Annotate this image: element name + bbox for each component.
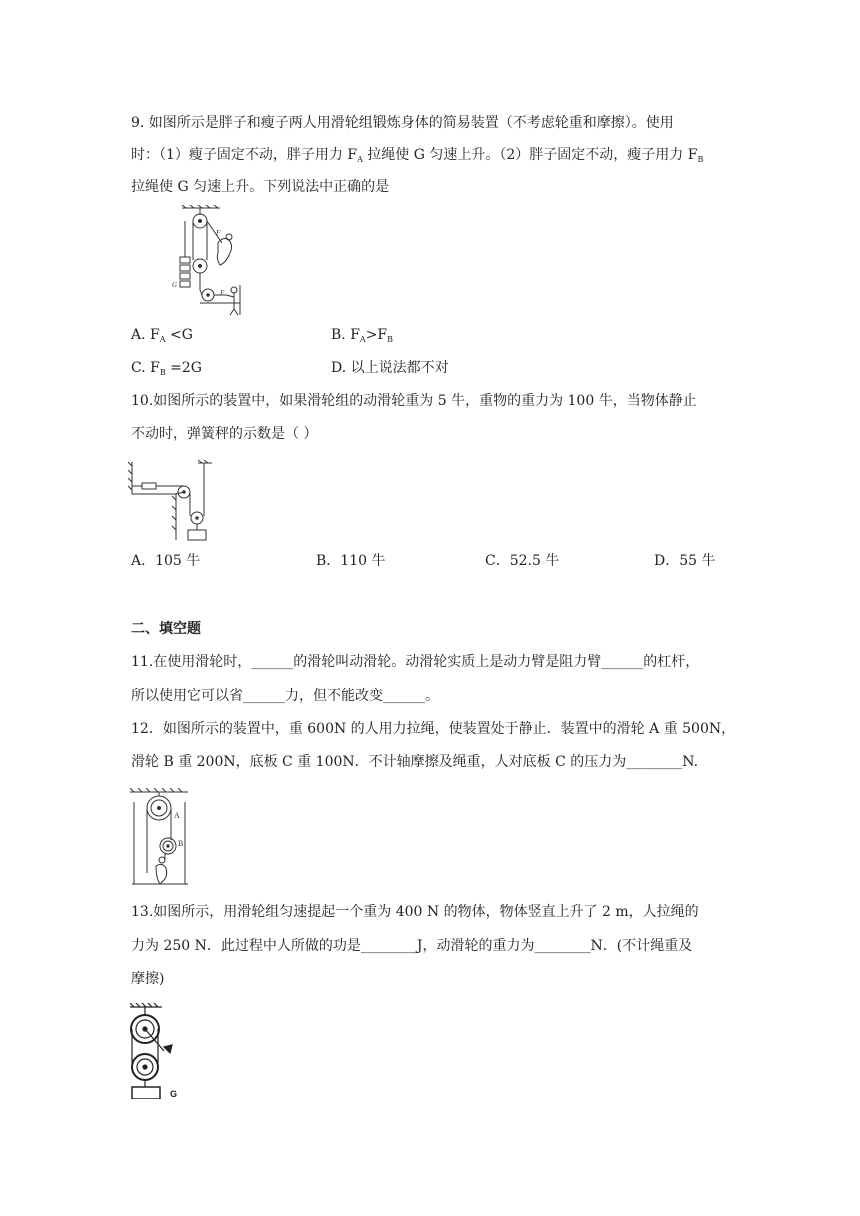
- q12-line-2: 滑轮 B 重 200N，底板 C 重 100N．不计轴摩擦及绳重，人对底板 C 的压力为________N.: [131, 754, 699, 770]
- q10-option-d: D．55 牛: [654, 553, 716, 569]
- q9-line-2-part-b: 拉绳使 G 匀速上升。（2）胖子固定不动，瘦子用力 F: [362, 147, 698, 163]
- sub-a: A: [357, 155, 363, 164]
- q12-line-1: 12．如图所示的装置中，重 600N 的人用力拉绳，使装置处于静止．装置中的滑轮 A 重 500N，: [131, 721, 736, 737]
- q9-pulley-figure: [160, 205, 248, 317]
- fig-label-fa: F: [216, 229, 221, 237]
- q9-option-b: [331, 325, 393, 350]
- q9-option-c-sub: B: [159, 368, 166, 377]
- q9-option-d: D. 以上说法都不对: [331, 360, 449, 376]
- q11-line-2: 所以使用它可以省______力，但不能改变______。: [131, 688, 439, 704]
- fig-label-fb: F: [220, 289, 225, 297]
- q9-option-b-sub-2: B: [387, 335, 394, 344]
- q9-option-c: [131, 358, 202, 383]
- q9-line-2-part-a: 时：（1）瘦子固定不动，胖子用力 F: [131, 147, 358, 163]
- q9-line-3: 拉绳使 G 匀速上升。下列说法中正确的是: [131, 179, 390, 195]
- fig-label-g: G: [170, 1089, 178, 1099]
- q9-option-b-pre: B. F: [331, 327, 360, 343]
- q9-line-1: 9. 如图所示是胖子和瘦子两人用滑轮组锻炼身体的简易装置（不考虑轮重和摩擦）。使用: [131, 115, 674, 131]
- q9-option-c-post: =2G: [165, 360, 202, 376]
- q13-line-3: 摩擦): [131, 971, 165, 987]
- fig-label-g: G: [172, 281, 178, 289]
- fig-label-a: A: [174, 811, 180, 820]
- section-title: 二、填空题: [131, 621, 201, 637]
- sub-b: B: [697, 155, 704, 164]
- q9-option-a: [131, 325, 193, 350]
- q13-line-2: 力为 250 N．此过程中人所做的功是________J，动滑轮的重力为________N．(不计绳重及: [131, 938, 693, 954]
- q9-option-c-pre: C. F: [131, 360, 160, 376]
- q9-option-b-mid: >F: [365, 327, 388, 343]
- q10-option-a: A．105 牛: [131, 553, 201, 569]
- q10-option-c: C．52.5 牛: [485, 553, 560, 569]
- q9-option-a-pre: A. F: [131, 327, 160, 343]
- fig-label-b: B: [178, 839, 184, 848]
- q12-pulley-figure: [128, 788, 194, 888]
- q10-line-1: 10.如图所示的装置中，如果滑轮组的动滑轮重为 5 牛，重物的重力为 100 牛，当物体静止: [131, 393, 697, 409]
- q10-option-b: B．110 牛: [316, 553, 386, 569]
- q10-pulley-figure: [128, 460, 220, 542]
- q10-line-2: 不动时，弹簧秤的示数是（ ）: [131, 426, 318, 442]
- q9-option-b-sub: A: [359, 335, 366, 344]
- q9-option-a-sub: A: [159, 335, 166, 344]
- q13-line-1: 13.如图所示，用滑轮组匀速提起一个重为 400 N 的物体，物体竖直上升了 2 m，人拉绳的: [131, 904, 699, 920]
- q11-line-1: 11.在使用滑轮时，______的滑轮叫动滑轮。动滑轮实质上是动力臂是阻力臂______的杠杆，: [131, 654, 700, 670]
- q13-pulley-figure: [128, 1003, 188, 1099]
- q9-option-a-post: <G: [165, 327, 193, 343]
- q9-line-2: [131, 145, 703, 170]
